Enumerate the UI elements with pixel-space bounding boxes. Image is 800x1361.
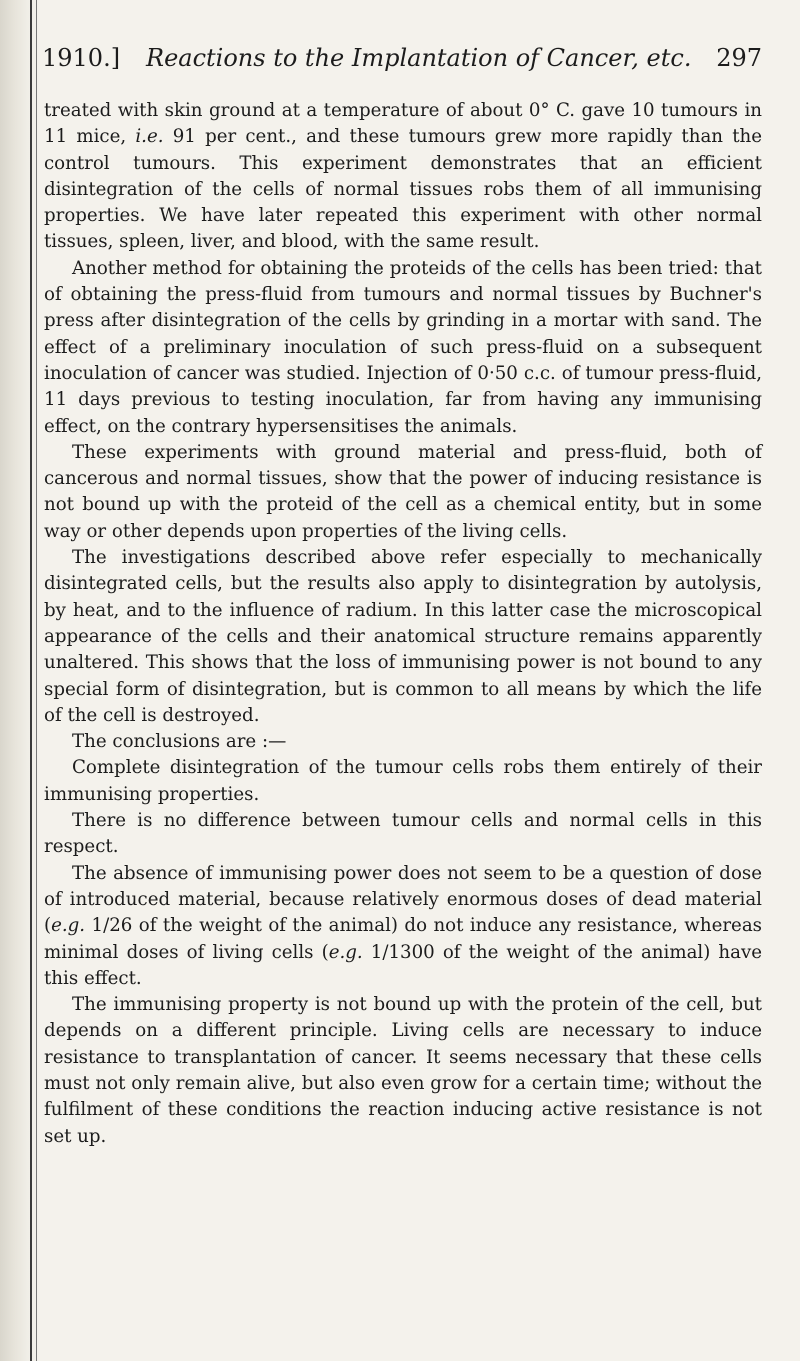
gutter-binding-edge bbox=[36, 0, 37, 1361]
paragraph: These experiments with ground material and press-fluid, both of cancerous and normal tissues, show that the power of inducing resistance is not bound up with the proteid of the cell as a chemical entity, but in some way or other depends upon properties of the living cells. bbox=[44, 441, 762, 542]
paragraph: The immunising property is not bound up with the protein of the cell, but depends on a different principle. Living cells are necessary to induce resistance to transplantation of cancer. It seems necessary that these cells must not only remain alive, but also even grow for a certain time; without the fulfilment of these conditions the reaction inducing active resistance is not set up. bbox=[44, 994, 762, 1147]
paragraph: Another method for obtaining the proteids of the cells has been tried: that of obtaining the press-fluid from tumours and normal tissues by Buchner's press after disintegration of the cells by grinding in a mortar with sand. The effect of a preliminary inoculation of such press-fluid on a subsequent inoculation of cancer was studied. Injection of 0·50 c.c. of tumour press-fluid, 11 days previous to testing inoculation, far from having any immunising effect, on the contrary hypersensitises the animals. bbox=[44, 257, 762, 437]
paragraph: The conclusions are :— bbox=[72, 731, 287, 753]
book-gutter bbox=[0, 0, 40, 1361]
paragraph: The investigations described above refer especially to mechanically disintegrated cells, but the results also apply to disintegration by autolysis, by heat, and to the influence of radium. In this latter case the microscopical appearance of the cells and their anatomical structure remains apparently unaltered. This shows that the loss of immunising power is not bound to any special form of disintegration, but is common to all means by which the life of the cell is destroyed. bbox=[44, 547, 762, 726]
header-year: 1910.] bbox=[42, 44, 121, 72]
gutter-binding-line bbox=[30, 0, 32, 1361]
page-number: 297 bbox=[716, 44, 762, 72]
paragraph: There is no difference between tumour cells and normal cells in this respect. bbox=[44, 810, 762, 858]
header-title: Reactions to the Implantation of Cancer, etc. bbox=[146, 44, 692, 72]
running-header bbox=[42, 44, 762, 84]
paragraph: The absence of immunising power does not seem to be a question of dose of introduced material, because relatively enormous doses of dead material (e.g. 1/26 of the weight of the animal) do not induce any resistance, whereas minimal doses of living cells (e.g. 1/1300 of the weight of the animal) have this effect. bbox=[44, 862, 762, 989]
paragraph: Complete disintegration of the tumour cells robs them entirely of their immunising properties. bbox=[44, 757, 762, 805]
body-text bbox=[44, 98, 762, 1150]
paragraph: treated with skin ground at a temperature of about 0° C. gave 10 tumours in 11 mice, i.e. 91 per cent., and these tumours grew more rapidly than the control tumours. This experiment demonstrates that an efficient disintegration of the cells of normal tissues robs them of all immunising properties. We have later repeated this experiment with other normal tissues, spleen, liver, and blood, with the same result. bbox=[44, 100, 762, 253]
